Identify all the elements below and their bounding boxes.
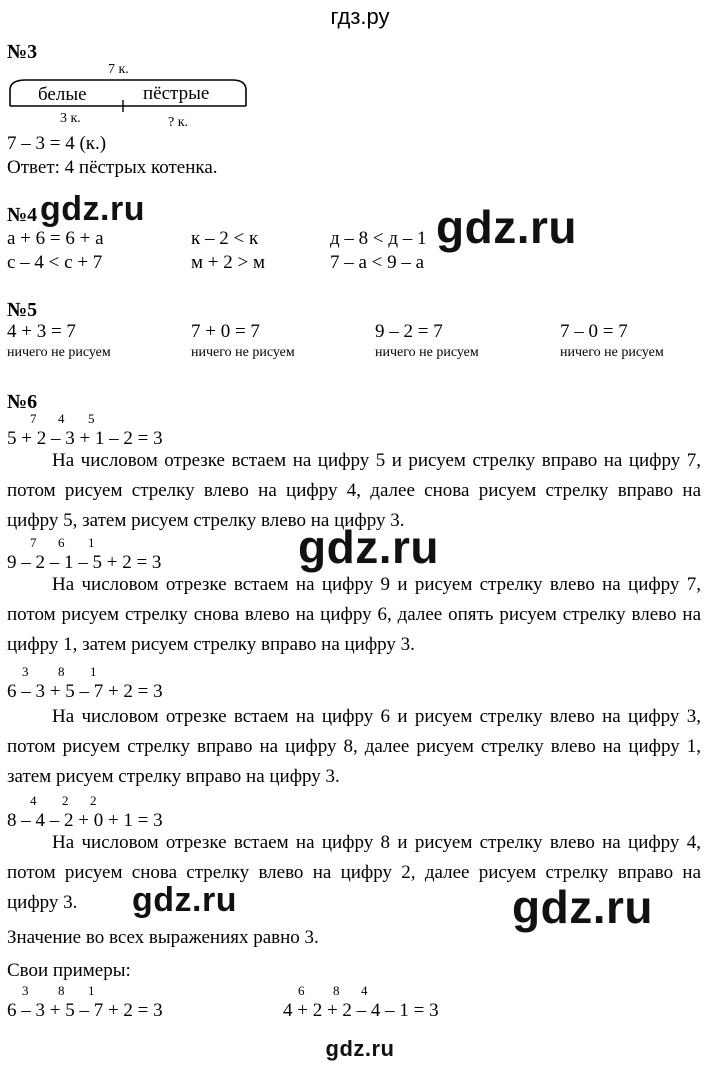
watermark: gdz.ru bbox=[40, 190, 145, 228]
footer-watermark: gdz.ru bbox=[325, 1036, 395, 1061]
task5-note: ничего не рисуем bbox=[7, 345, 111, 360]
task6-conclusion: Значение во всех выражениях равно 3. bbox=[7, 927, 319, 948]
equation-superscript: 6 bbox=[58, 535, 65, 550]
watermark: gdz.ru bbox=[512, 881, 653, 933]
task4-cell: м + 2 > м bbox=[191, 252, 265, 273]
task6-equation: 9 – 2 – 1 – 5 + 2 = 3 bbox=[7, 552, 162, 573]
task4-cell: с – 4 < с + 7 bbox=[7, 252, 103, 273]
task4-cell: 7 – а < 9 – а bbox=[330, 252, 425, 273]
site-header: гдз.ру bbox=[330, 4, 390, 29]
own-example-equation: 6 – 3 + 5 – 7 + 2 = 3 bbox=[7, 1000, 163, 1021]
task4-cell: а + 6 = 6 + а bbox=[7, 228, 104, 249]
equation-superscript: 5 bbox=[88, 411, 95, 426]
own-example-equation: 4 + 2 + 2 – 4 – 1 = 3 bbox=[283, 1000, 439, 1021]
task3-heading: №3 bbox=[7, 41, 38, 63]
equation-superscript: 4 bbox=[58, 411, 65, 426]
diagram-total: 7 к. bbox=[108, 62, 129, 77]
equation-superscript: 1 bbox=[90, 664, 97, 679]
equation-superscript: 7 bbox=[30, 411, 37, 426]
task5-note: ничего не рисуем bbox=[375, 345, 479, 360]
task6-equation: 6 – 3 + 5 – 7 + 2 = 3 bbox=[7, 681, 163, 702]
task5-heading: №5 bbox=[7, 299, 38, 321]
diagram-left-count: 3 к. bbox=[60, 111, 81, 126]
task6-explanation: На числовом отрезке встаем на цифру 9 и рисуем стрелку влево на цифру 7, потом рисуем стрелку снова влево на цифру 6, далее опять рисуем стрелку влево на цифру 1, затем рисуем стрелку вправо на цифру 3. bbox=[7, 574, 701, 655]
equation-superscript: 1 bbox=[88, 983, 95, 998]
equation-superscript: 3 bbox=[22, 664, 29, 679]
task5-equation: 4 + 3 = 7 bbox=[7, 321, 76, 342]
task4-cell: к – 2 < к bbox=[191, 228, 259, 249]
equation-superscript: 6 bbox=[298, 983, 305, 998]
equation-superscript: 4 bbox=[361, 983, 368, 998]
diagram-left-label: белые bbox=[38, 84, 87, 105]
equation-superscript: 8 bbox=[333, 983, 340, 998]
task4-heading: №4 bbox=[7, 204, 38, 226]
task5-equation: 9 – 2 = 7 bbox=[375, 321, 443, 342]
task5-equation: 7 – 0 = 7 bbox=[560, 321, 628, 342]
task5-note: ничего не рисуем bbox=[560, 345, 664, 360]
own-examples-label: Свои примеры: bbox=[7, 960, 131, 981]
task3-answer: Ответ: 4 пёстрых котенка. bbox=[7, 157, 218, 178]
task6-heading: №6 bbox=[7, 391, 38, 413]
task5-equation: 7 + 0 = 7 bbox=[191, 321, 260, 342]
diagram-right-count: ? к. bbox=[168, 115, 189, 130]
equation-superscript: 8 bbox=[58, 664, 65, 679]
equation-superscript: 2 bbox=[62, 793, 69, 808]
diagram-right-label: пёстрые bbox=[143, 83, 210, 104]
task6-explanation: На числовом отрезке встаем на цифру 6 и рисуем стрелку влево на цифру 3, потом рисуем стрелку вправо на цифру 8, далее рисуем стрелку влево на цифру 1, затем рисуем стрелку вправо на цифру 3. bbox=[7, 706, 701, 787]
task6-equation: 5 + 2 – 3 + 1 – 2 = 3 bbox=[7, 428, 163, 449]
task4-cell: д – 8 < д – 1 bbox=[330, 228, 427, 249]
equation-superscript: 4 bbox=[30, 793, 37, 808]
equation-superscript: 3 bbox=[22, 983, 29, 998]
watermark: gdz.ru bbox=[132, 881, 237, 919]
task5-note: ничего не рисуем bbox=[191, 345, 295, 360]
equation-superscript: 7 bbox=[30, 535, 37, 550]
task3-equation: 7 – 3 = 4 (к.) bbox=[7, 133, 107, 154]
watermark: gdz.ru bbox=[436, 201, 577, 253]
equation-superscript: 1 bbox=[88, 535, 95, 550]
equation-superscript: 8 bbox=[58, 983, 65, 998]
task6-explanation: На числовом отрезке встаем на цифру 5 и рисуем стрелку вправо на цифру 7, потом рисуем стрелку влево на цифру 4, далее снова рисуем стрелку вправо на цифру 5, затем рисуем стрелку влево на цифру 3. bbox=[7, 450, 701, 531]
watermark: gdz.ru bbox=[298, 521, 439, 573]
equation-superscript: 2 bbox=[90, 793, 97, 808]
task6-explanation: На числовом отрезке встаем на цифру 8 и рисуем стрелку влево на цифру 4, потом рисуем снова стрелку влево на цифру 2, далее рисуем стрелку вправо на цифру 3. bbox=[7, 832, 701, 913]
task6-equation: 8 – 4 – 2 + 0 + 1 = 3 bbox=[7, 810, 163, 831]
